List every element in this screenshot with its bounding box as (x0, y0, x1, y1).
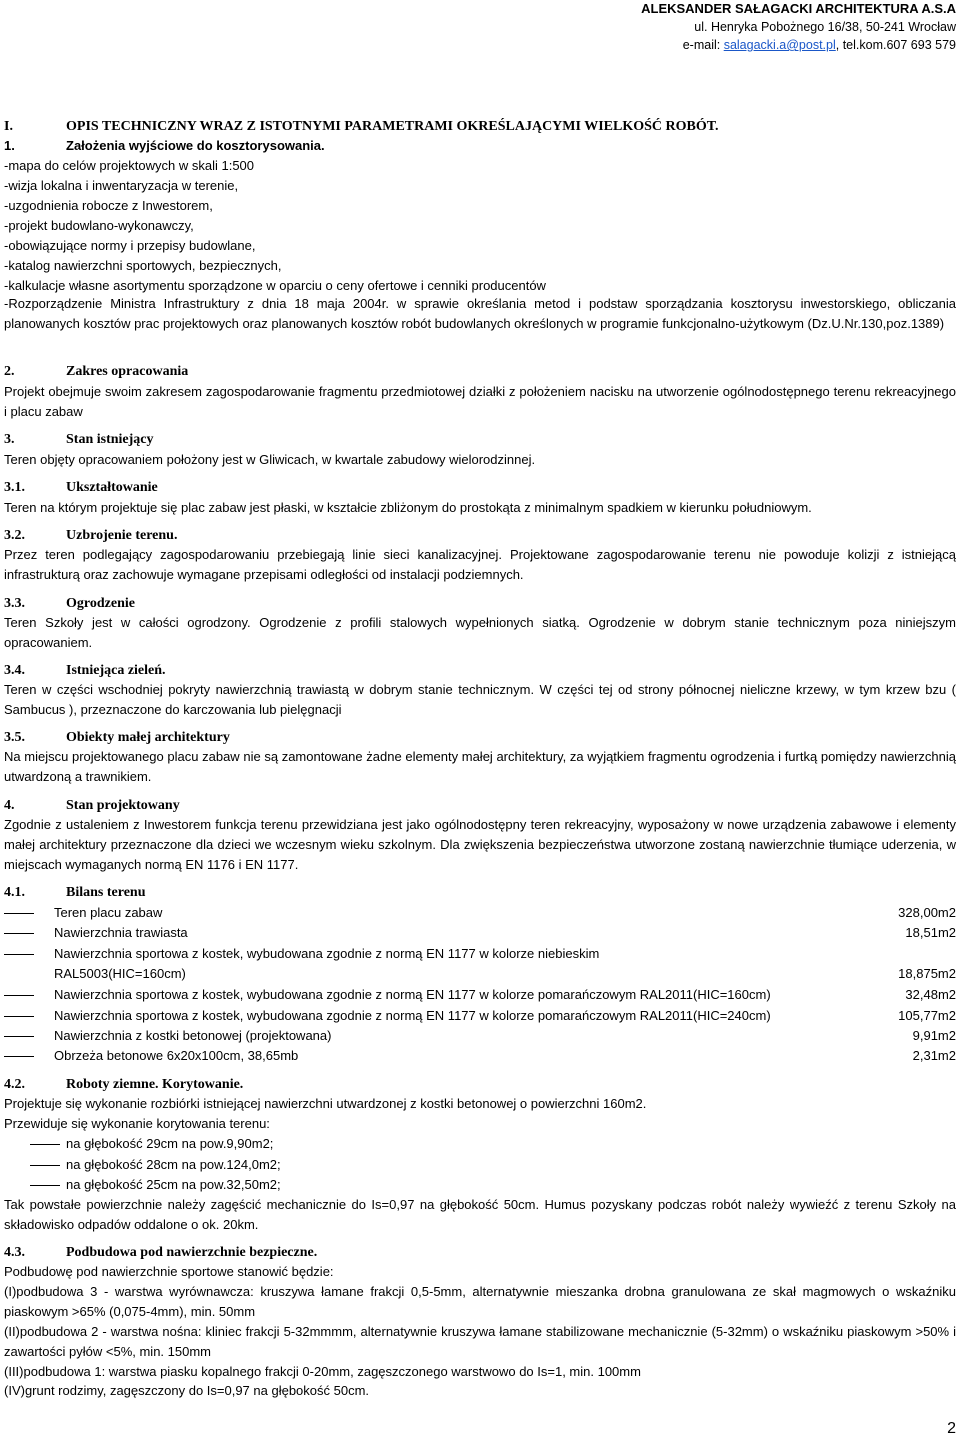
section-title: Stan istniejący (66, 432, 154, 447)
section-number: 3.2. (4, 528, 25, 543)
section-number: 3. (4, 432, 15, 447)
section-number: I. (4, 119, 13, 134)
dash-bullet (4, 933, 34, 934)
section-heading (4, 362, 188, 382)
dash-bullet (4, 995, 34, 996)
section-title: Ogrodzenie (66, 596, 135, 611)
balance-item: Nawierzchnia sportowa z kostek, wybudowana zgodnie z normą EN 1177 w kolorze pomarańczowym RAL2011(HIC=240cm) (54, 1008, 771, 1023)
section-heading (4, 728, 230, 748)
dash-bullet (4, 1016, 34, 1017)
page-number: 2 (947, 1420, 956, 1437)
section-number: 3.3. (4, 596, 25, 611)
balance-value: 2,31m2 (912, 1048, 956, 1063)
email-link[interactable]: salagacki.a@post.pl (723, 38, 836, 52)
section-number: 3.5. (4, 730, 25, 745)
dash-bullet (30, 1144, 60, 1145)
section-heading (4, 526, 177, 546)
section-title: Ukształtowanie (66, 480, 158, 495)
section-heading (4, 796, 180, 816)
firm-name: ALEKSANDER SAŁAGACKI ARCHITEKTURA A.S.A (641, 1, 956, 16)
section-heading (4, 117, 719, 137)
balance-value: 9,91m2 (912, 1028, 956, 1043)
balance-value: 328,00m2 (898, 905, 956, 920)
paragraph: Podbudowę pod nawierzchnie sportowe stanowić będzie: (4, 1264, 334, 1279)
subsection-heading (4, 136, 325, 156)
section-title: Zakres opracowania (66, 364, 189, 379)
paragraph: Zgodnie z ustaleniem z Inwestorem funkcja terenu przewidziana jest jako ogólnodostępny teren rekreacyjny, wyposażony w nowe urządzenia zabawowe i elementy małej architektury przeznaczone dla dzieci we wczesnym wieku szkolnym. Dla zwiększenia bezpieczeństwa utworzone zostaną nawierzchnie tłumiące uderzenia, w miejscach wymaganych normą EN 1176 i EN 1177. (4, 817, 956, 872)
balance-item: Nawierzchnia sportowa z kostek, wybudowana zgodnie z normą EN 1177 w kolorze pomarańczowym RAL2011(HIC=160cm) (54, 987, 771, 1002)
balance-value: 32,48m2 (905, 987, 956, 1002)
paragraph: Projektuje się wykonanie rozbiórki istniejącej nawierzchni utwardzonej z kostki betonowej o powierzchni 160m2. (4, 1096, 647, 1111)
list-item-text: na głębokość 28cm na pow.124,0m2; (66, 1157, 281, 1172)
paragraph: Tak powstałe powierzchnie należy zagęścić mechanicznie do Is=0,97 na głębokość 50cm. Humus pozyskany podczas robót należy wywieźć z terenu Szkoły na składowisko odpadów oddalone o ok. 20km. (4, 1197, 956, 1232)
paragraph: Przez teren podlegający zagospodarowaniu przebiegają linie sieci kanalizacyjnej. Projektowane zagospodarowanie terenu nie powoduje kolizji z istniejącą infrastrukturą oraz zachowuje wymagane przepisami odległości od instalacji podziemnych. (4, 547, 956, 582)
balance-item: Obrzeża betonowe 6x20x100cm, 38,65mb (54, 1048, 299, 1063)
section-heading (4, 478, 158, 498)
list-item-text: na głębokość 25cm na pow.32,50m2; (66, 1177, 281, 1192)
phone-text: , tel.kom.607 693 579 (835, 38, 956, 52)
list-item-text: na głębokość 29cm na pow.9,90m2; (66, 1136, 274, 1151)
balance-item: Nawierzchnia sportowa z kostek, wybudowana zgodnie z normą EN 1177 w kolorze niebieskim (54, 946, 600, 961)
list-item: -katalog nawierzchni sportowych, bezpiecznych, (4, 258, 282, 273)
list-item: -mapa do celów projektowych w skali 1:500 (4, 158, 255, 173)
paragraph: (I)podbudowa 3 - warstwa wyrównawcza: kruszywa łamane frakcji 0,5-5mm, alternatywnie mieszanka drobna granulowana ze skał magmowych o wskaźniku piaskowym >65% (0,075-4mm), min. 50mm (4, 1284, 956, 1319)
section-heading (4, 1075, 243, 1095)
section-title: OPIS TECHNICZNY WRAZ Z ISTOTNYMI PARAMETRAMI OKREŚLAJĄCYMI WIELKOŚĆ ROBÓT. (66, 119, 719, 134)
paragraph: Teren objęty opracowaniem położony jest w Gliwicach, w kwartale zabudowy wielorodzinnej. (4, 452, 536, 467)
paragraph: Przewiduje się wykonanie korytowania terenu: (4, 1116, 270, 1131)
section-heading (4, 430, 154, 450)
paragraph: (IV)grunt rodzimy, zagęszczony do Is=0,97 na głębokość 50cm. (4, 1383, 370, 1398)
section-title: Podbudowa pod nawierzchnie bezpieczne. (66, 1245, 318, 1260)
balance-item: Nawierzchnia trawiasta (54, 925, 188, 940)
list-item: -kalkulacje własne asortymentu sporządzone w oparciu o ceny ofertowe i cenniki producentów (4, 278, 546, 293)
email-label: e-mail: (682, 38, 724, 52)
paragraph: Projekt obejmuje swoim zakresem zagospodarowanie fragmentu przedmiotowej działki z położeniem nacisku na utworzenie ogólnodostępnego terenu rekreacyjnego i placu zabaw (4, 384, 956, 419)
dash-bullet (4, 954, 34, 955)
section-title: Uzbrojenie terenu. (66, 528, 178, 543)
paragraph: Teren w części wschodniej pokryty nawierzchnią trawiastą w dobrym stanie technicznym. W części tej od strony północnej nieliczne krzewy, w tym krzew bzu ( Sambucus ), przeznaczone do karczowania lub pielęgnacji (4, 682, 956, 717)
section-number: 3.1. (4, 480, 25, 495)
section-number: 4. (4, 798, 15, 813)
paragraph: Teren Szkoły jest w całości ogrodzony. Ogrodzenie z profili stalowych wypełnionych siatką. Ogrodzenie w dobrym stanie technicznym poza niniejszym opracowaniem. (4, 615, 956, 650)
balance-item: Teren placu zabaw (54, 905, 163, 920)
list-item: -obowiązujące normy i przepisy budowlane, (4, 238, 256, 253)
section-number: 4.3. (4, 1245, 25, 1260)
paragraph: (II)podbudowa 2 - warstwa nośna: kliniec frakcji 5-32mmmm, alternatywnie kruszywa łamane stabilizowane mechanicznie (5-32mm) o wskaźniku piaskowym >50% i zawartości pyłów <5%, min. 150mm (4, 1324, 956, 1359)
paragraph: (III)podbudowa 1: warstwa piasku kopalnego frakcji 0-20mm, zagęszczonego warstwowo do Is=1, min. 100mm (4, 1364, 641, 1379)
balance-value: 18,875m2 (898, 966, 956, 981)
section-number: 2. (4, 364, 15, 379)
dash-bullet (4, 1056, 34, 1057)
dash-bullet (4, 1036, 34, 1037)
list-item: -projekt budowlano-wykonawczy, (4, 218, 194, 233)
section-title: Stan projektowany (66, 798, 180, 813)
section-number: 3.4. (4, 663, 25, 678)
section-title: Bilans terenu (66, 885, 146, 900)
balance-item-continued: RAL5003(HIC=160cm) (54, 966, 186, 981)
balance-value: 18,51m2 (905, 925, 956, 940)
paragraph: Teren na którym projektuje się plac zabaw jest płaski, w kształcie zbliżonym do prostokąta z minimalnym spadkiem w kierunku południowym. (4, 500, 812, 515)
section-heading (4, 661, 166, 681)
section-number: 4.1. (4, 885, 25, 900)
list-item: -wizja lokalna i inwentaryzacja w terenie, (4, 178, 239, 193)
letterhead (641, 0, 956, 54)
paragraph: Na miejscu projektowanego placu zabaw nie są zamontowane żadne elementy małej architektury, za wyjątkiem fragmentu ogrodzenia i furtką pomiędzy nawierzchnią utwardzoną a trawnikiem. (4, 749, 956, 784)
balance-value: 105,77m2 (898, 1008, 956, 1023)
list-item: -Rozporządzenie Ministra Infrastruktury z dnia 18 maja 2004r. w sprawie określania metod i podstaw sporządzania kosztorysu inwestorskiego, obliczania planowanych kosztów prac projektowych oraz planowanych kosztów robót budowlanych określonych w programie funkcjonalno-użytkowym (Dz.U.Nr.130,poz.1389) (4, 296, 956, 331)
firm-address: ul. Henryka Pobożnego 16/38, 50-241 Wrocław (694, 20, 956, 34)
section-title: Roboty ziemne. Korytowanie. (66, 1077, 244, 1092)
section-title: Istniejąca zieleń. (66, 663, 166, 678)
section-title: Obiekty małej architektury (66, 730, 230, 745)
balance-item: Nawierzchnia z kostki betonowej (projektowana) (54, 1028, 332, 1043)
section-heading (4, 594, 135, 614)
section-heading (4, 883, 145, 903)
subsection-title: Założenia wyjściowe do kosztorysowania. (66, 138, 325, 153)
dash-bullet (30, 1165, 60, 1166)
dash-bullet (30, 1185, 60, 1186)
subsection-number: 1. (4, 138, 15, 153)
list-item: -uzgodnienia robocze z Inwestorem, (4, 198, 213, 213)
section-number: 4.2. (4, 1077, 25, 1092)
firm-contact (641, 36, 956, 54)
section-heading (4, 1243, 317, 1263)
dash-bullet (4, 913, 34, 914)
